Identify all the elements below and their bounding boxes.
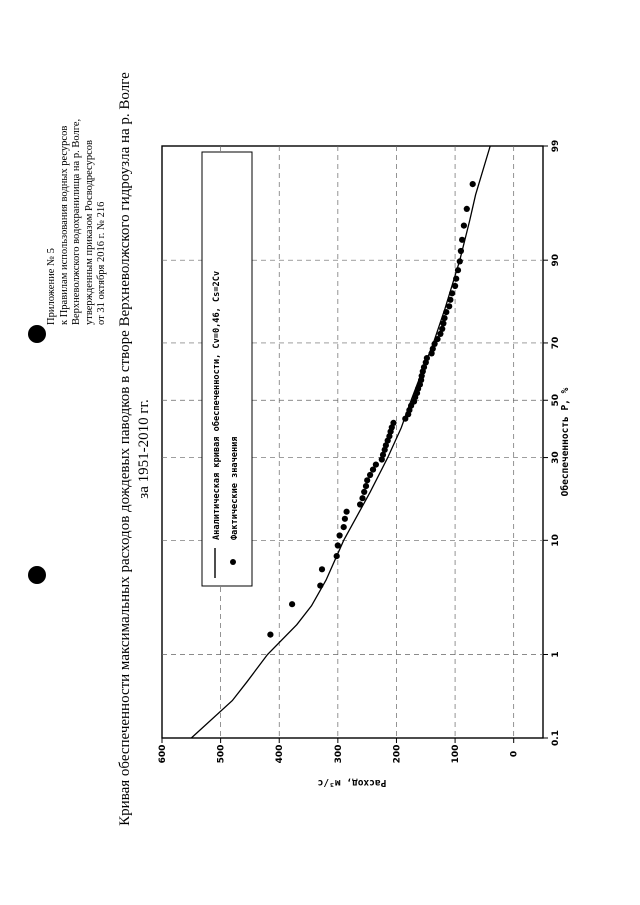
observed-point bbox=[359, 495, 365, 501]
observed-point bbox=[317, 583, 323, 589]
observed-point bbox=[443, 309, 449, 315]
observed-point bbox=[441, 315, 447, 321]
legend-box bbox=[202, 152, 252, 586]
observed-point bbox=[390, 420, 396, 426]
observed-point bbox=[447, 297, 453, 303]
legend-point-swatch bbox=[230, 559, 236, 565]
observed-point bbox=[363, 483, 369, 489]
y-tick-label: 400 bbox=[275, 744, 286, 764]
observed-point bbox=[461, 223, 467, 229]
x-tick-label: 10 bbox=[551, 534, 561, 547]
x-tick-label: 90 bbox=[551, 253, 561, 267]
observed-point bbox=[367, 472, 373, 478]
observed-point bbox=[267, 632, 273, 638]
x-tick-label: 50 bbox=[551, 393, 561, 407]
observed-point bbox=[452, 283, 458, 289]
observed-point bbox=[449, 290, 455, 296]
observed-point bbox=[337, 532, 343, 538]
appendix-line: Приложение № 5 bbox=[46, 248, 57, 325]
title-line-1: Кривая обеспеченности максимальных расходов дождевых паводков в створе Верхневолжского гидроузла на р. Волге bbox=[117, 72, 133, 826]
appendix-line: от 31 октября 2016 г. № 216 bbox=[96, 201, 108, 325]
x-tick-label: 0.1 bbox=[551, 730, 561, 746]
observed-point bbox=[434, 336, 440, 342]
appendix-line: к Правилам использования водных ресурсов bbox=[58, 125, 70, 325]
y-tick-label: 200 bbox=[392, 744, 403, 764]
observed-point bbox=[334, 553, 340, 559]
observed-point bbox=[464, 206, 470, 212]
observed-point bbox=[319, 566, 325, 572]
x-axis-title: Обеспеченность P, % bbox=[560, 387, 571, 497]
legend-curve-label: Аналитическая кривая обеспеченности, Cv=0,46, Cs=2Cv bbox=[212, 270, 222, 540]
y-tick-label: 0 bbox=[509, 750, 520, 758]
appendix-line: Верхневолжского водохранилища на р. Волге, bbox=[71, 118, 83, 325]
observed-point bbox=[373, 462, 379, 468]
title-line-2: за 1951-2010 гг. bbox=[136, 399, 152, 499]
observed-point bbox=[446, 303, 452, 309]
observed-point bbox=[459, 237, 465, 243]
y-tick-label: 100 bbox=[451, 744, 462, 764]
y-tick-label: 300 bbox=[333, 744, 344, 764]
observed-point bbox=[424, 355, 430, 361]
y-tick-label: 600 bbox=[158, 744, 168, 764]
observed-point bbox=[458, 248, 464, 254]
y-axis-title: Расход, м³/с bbox=[317, 777, 387, 788]
observed-point bbox=[470, 181, 476, 187]
observed-point bbox=[457, 258, 463, 264]
x-tick-label: 99 bbox=[551, 139, 561, 153]
x-tick-label: 1 bbox=[551, 651, 561, 658]
observed-point bbox=[364, 477, 370, 483]
x-tick-label: 70 bbox=[551, 336, 561, 350]
legend-points-label: Фактические значения bbox=[230, 436, 240, 540]
observed-point bbox=[361, 489, 367, 495]
observed-point bbox=[455, 267, 461, 273]
observed-point bbox=[440, 320, 446, 326]
observed-point bbox=[289, 601, 295, 607]
observed-point bbox=[439, 326, 445, 332]
observed-point bbox=[344, 509, 350, 515]
observed-point bbox=[341, 524, 347, 530]
observed-point bbox=[335, 542, 341, 548]
observed-point bbox=[453, 276, 459, 282]
y-tick-label: 500 bbox=[216, 744, 227, 764]
observed-point bbox=[357, 501, 363, 507]
appendix-line: утвержденным приказом Росводресурсов bbox=[83, 140, 95, 325]
observed-point bbox=[342, 516, 348, 522]
x-tick-label: 30 bbox=[551, 451, 561, 464]
